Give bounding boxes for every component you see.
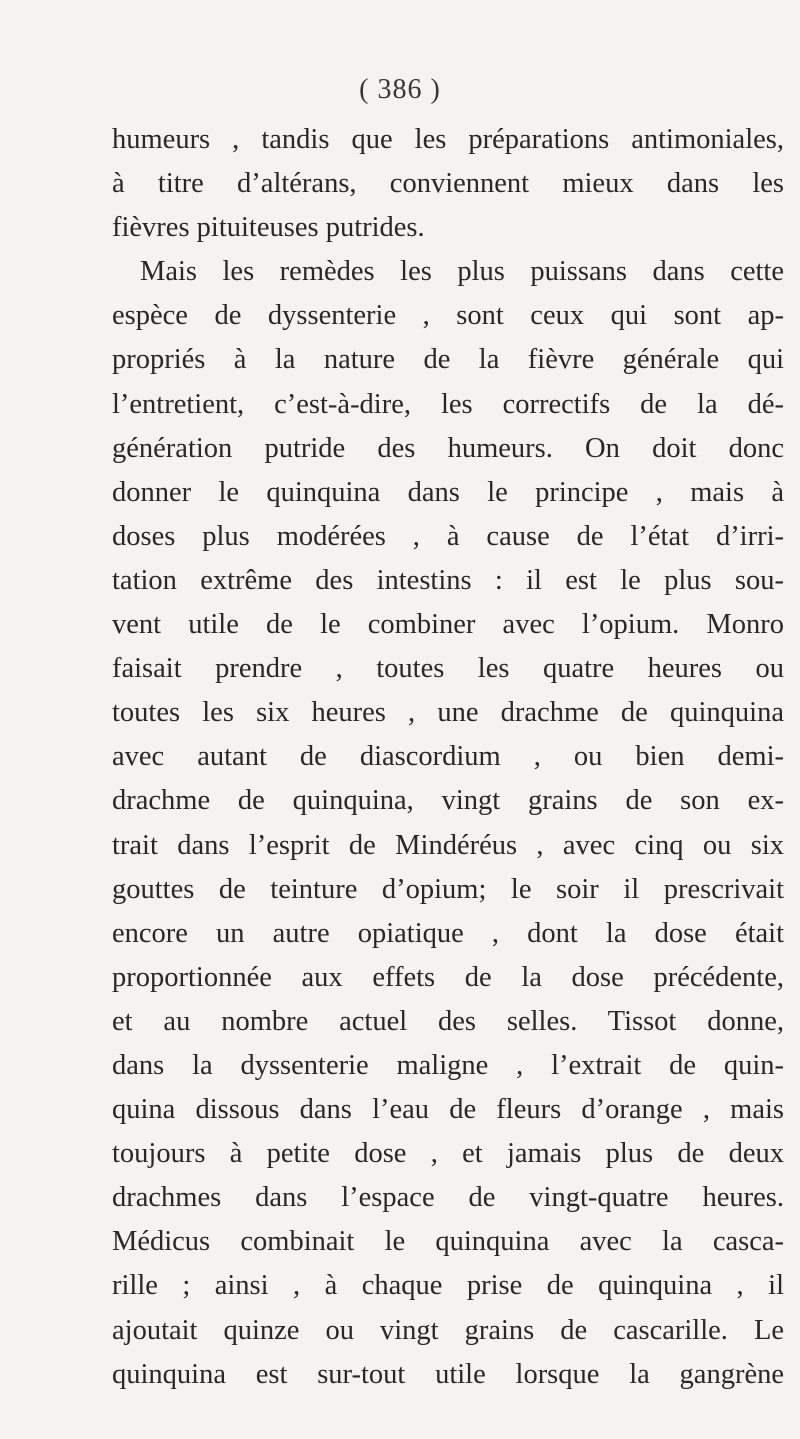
text-line: ajoutait quinze ou vingt grains de cascarille. Le — [112, 1314, 784, 1346]
text-line: toujours à petite dose , et jamais plus de deux — [112, 1138, 784, 1170]
text-line: faisait prendre , toutes les quatre heures ou — [112, 653, 784, 685]
text-line: quinquina est sur-tout utile lorsque la gangrène — [112, 1358, 784, 1390]
text-line: trait dans l’esprit de Mindéréus , avec cinq ou six — [112, 829, 784, 861]
text-line: doses plus modérées , à cause de l’état d’irri- — [112, 520, 784, 552]
text-line: vent utile de le combiner avec l’opium. Monro — [112, 609, 784, 641]
text-line: rille ; ainsi , à chaque prise de quinquina , il — [112, 1270, 784, 1302]
text-line: proportionnée aux effets de la dose précédente, — [112, 961, 784, 993]
body-text — [112, 118, 784, 1397]
text-line: fièvres pituiteuses putrides. — [112, 212, 425, 244]
text-line: drachme de quinquina, vingt grains de son ex- — [112, 785, 784, 817]
text-line: propriés à la nature de la fièvre générale qui — [112, 344, 784, 376]
text-line: donner le quinquina dans le principe , mais à — [112, 476, 784, 508]
text-line: dans la dyssenterie maligne , l’extrait de quin- — [112, 1049, 784, 1081]
text-line: tation extrême des intestins : il est le plus sou- — [112, 564, 784, 596]
text-line: Médicus combinait le quinquina avec la casca- — [112, 1226, 784, 1258]
text-line: et au nombre actuel des selles. Tissot donne, — [112, 1005, 784, 1037]
text-line: quina dissous dans l’eau de fleurs d’orange , mais — [112, 1094, 784, 1126]
text-line: avec autant de diascordium , ou bien demi- — [112, 741, 784, 773]
text-line: espèce de dyssenterie , sont ceux qui sont ap- — [112, 300, 784, 332]
text-line: encore un autre opiatique , dont la dose était — [112, 917, 784, 949]
page-number: ( 386 ) — [359, 74, 441, 105]
text-line: drachmes dans l’espace de vingt-quatre heures. — [112, 1182, 784, 1214]
text-line: humeurs , tandis que les préparations antimoniales, — [112, 124, 784, 155]
text-line: toutes les six heures , une drachme de quinquina — [112, 697, 784, 729]
text-line: génération putride des humeurs. On doit donc — [112, 432, 784, 464]
text-line: Mais les remèdes les plus puissans dans cette — [140, 256, 784, 288]
text-line: à titre d’altérans, conviennent mieux dans les — [112, 168, 784, 200]
text-line: l’entretient, c’est-à-dire, les correctifs de la dé- — [112, 388, 784, 420]
text-line: gouttes de teinture d’opium; le soir il prescrivait — [112, 873, 784, 905]
